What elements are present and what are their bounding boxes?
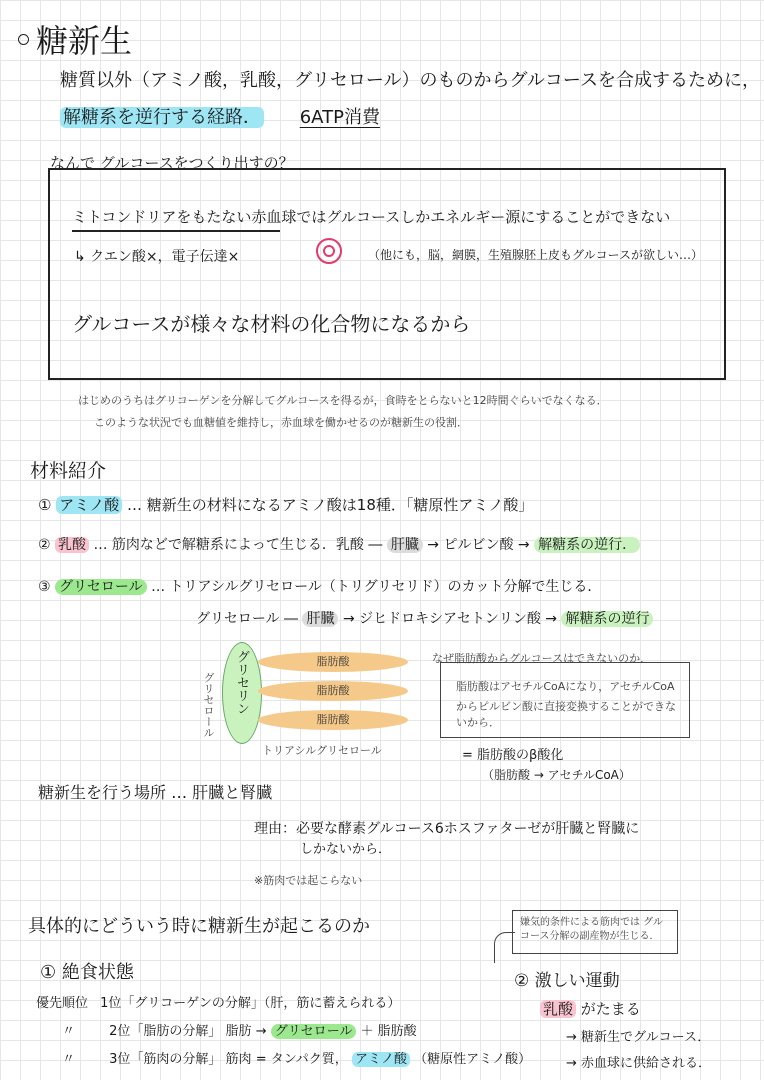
case1-label: ① 絶食状態 [40,962,134,983]
fatty-acid-3: 脂肪酸 [258,710,408,730]
intro-highlight: 解糖系を逆行する経路． [60,107,264,128]
lactate-suffix: がたまる [580,1000,641,1018]
atp-note: 6ATP消費 [299,107,380,128]
fatty-acid-1: 脂肪酸 [258,652,408,672]
exercise-out2: → 赤血球に供給される． [566,1056,712,1071]
place-reason2: しかないから． [300,842,392,857]
material-1 [38,494,533,515]
beta-oxidation-sub: （脂肪酸 → アセチルCoA） [482,768,631,782]
material-1-num: ① [38,496,52,514]
priority-2 [62,1020,417,1039]
priority-2-mark: 〃 [62,1024,76,1039]
lactate-line [540,998,641,1019]
when-heading: 具体的にどういう時に糖新生が起こるのか [28,916,370,937]
lactate-highlight: 乳酸 [540,1000,576,1018]
why-box [48,168,726,380]
material-3-name: グリセロール [55,579,147,595]
reason1-underline [72,230,280,232]
note-line2: このような状況でも血糖値を維持し，赤血球を働かせるのが糖新生の役割． [94,416,468,429]
why-question: なんで グルコースをつくり出すの？ [50,154,294,172]
intro-line2 [60,103,380,129]
material-3-liver: 肝臓 [302,611,338,627]
priority-3-amino: アミノ酸 [352,1052,410,1067]
anaerobic-text: 嫌気的条件による筋肉では グルコース分解の副産物が生じる． [520,917,663,942]
fat-answer-1: 脂肪酸はアセチルCoAになり，アセチルCoA [456,680,675,693]
intro-line1: 糖質以外（アミノ酸，乳酸，グリセロール）のものからグルコースを合成するために， [60,70,761,91]
beta-oxidation: = 脂肪酸のβ酸化 [462,748,564,763]
reason1-note: （他にも，脳，網膜，生殖腺胚上皮もグルコースが欲しい…） [368,248,704,262]
reason1-sub: ↳ クエン酸×，電子伝達× [74,249,240,265]
priority-1-text: 1位「グリコーゲンの分解」（肝，筋に蓄えられる） [100,996,401,1011]
priority-3-mark: 〃 [62,1052,76,1067]
material-3-path1: グリセロール ― [196,611,299,627]
material-2 [38,534,640,554]
priority-3-sub: （糖原性アミノ酸） [414,1052,532,1067]
material-3-desc: … トリアシルグリセロール（トリグリセリド）のカット分解で生じる． [151,579,602,595]
material-1-desc: … 糖新生の材料になるアミノ酸は18種．「糖原性アミノ酸」 [127,496,534,514]
fat-question: なぜ脂肪酸からグルコースはできないのか． [432,652,652,665]
material-3-path2: → ジヒドロキシアセトンリン酸 → [342,611,558,627]
priority-3 [62,1048,531,1067]
material-2-num: ② [38,537,51,553]
priority-2-glycerol: グリセロール [271,1024,357,1039]
title-bullet [18,34,29,45]
material-2-end: 解糖系の逆行． [534,537,640,553]
priority-2-fat: ＋ 脂肪酸 [360,1024,417,1039]
note-line1: はじめのうちはグリコーゲンを分解してグルコースを得るが，食時をとらないと12時間ぐらいでなくなる． [78,394,608,407]
material-3 [38,576,601,596]
priority-1 [36,992,400,1011]
fat-answer-2: からピルビン酸に直接変換することができないから． [456,700,676,729]
glycerol-vertical-label: グリセロール [202,672,215,738]
place-label: 糖新生を行う場所 … 肝臓と腎臓 [38,783,273,802]
fatty-acid-2: 脂肪酸 [258,681,408,701]
material-3-path [196,608,653,628]
place-reason1: 理由：必要な酵素グルコース6ホスファターゼが肝臓と腎臓に [254,821,640,837]
exercise-out1: → 糖新生でグルコース． [566,1030,711,1045]
anaerobic-arrow [494,932,515,963]
case2-label: ② 激しい運動 [514,971,620,991]
material-2-desc2: → ピルビン酸 → [427,537,530,553]
material-1-name: アミノ酸 [56,496,122,514]
glycerin-label: グリセリン [234,650,249,715]
reason2: グルコースが様々な材料の化合物になるから [72,312,471,336]
materials-heading: 材料紹介 [30,460,107,482]
material-2-name: 乳酸 [55,537,89,553]
page-title: 糖新生 [36,22,133,60]
priority-label: 優先順位 [36,996,89,1011]
material-2-desc1: … 筋肉などで解糖系によって生じる．乳酸 ― [93,537,383,553]
priority-3-text: 3位「筋肉の分解」 筋肉 = タンパク質， [109,1052,348,1067]
priority-2-text: 2位「脂肪の分解」 脂肪 → [109,1024,267,1039]
target-icon [316,238,342,264]
material-3-num: ③ [38,579,51,595]
material-2-liver: 肝臓 [387,537,423,553]
diagram-caption: トリアシルグリセロール [262,744,382,757]
material-3-end: 解糖系の逆行 [561,611,653,627]
reason1: ミトコンドリアをもたない赤血球ではグルコースしかエネルギー源にすることができない [72,208,671,226]
place-note: ※筋肉では起こらない [254,874,363,887]
